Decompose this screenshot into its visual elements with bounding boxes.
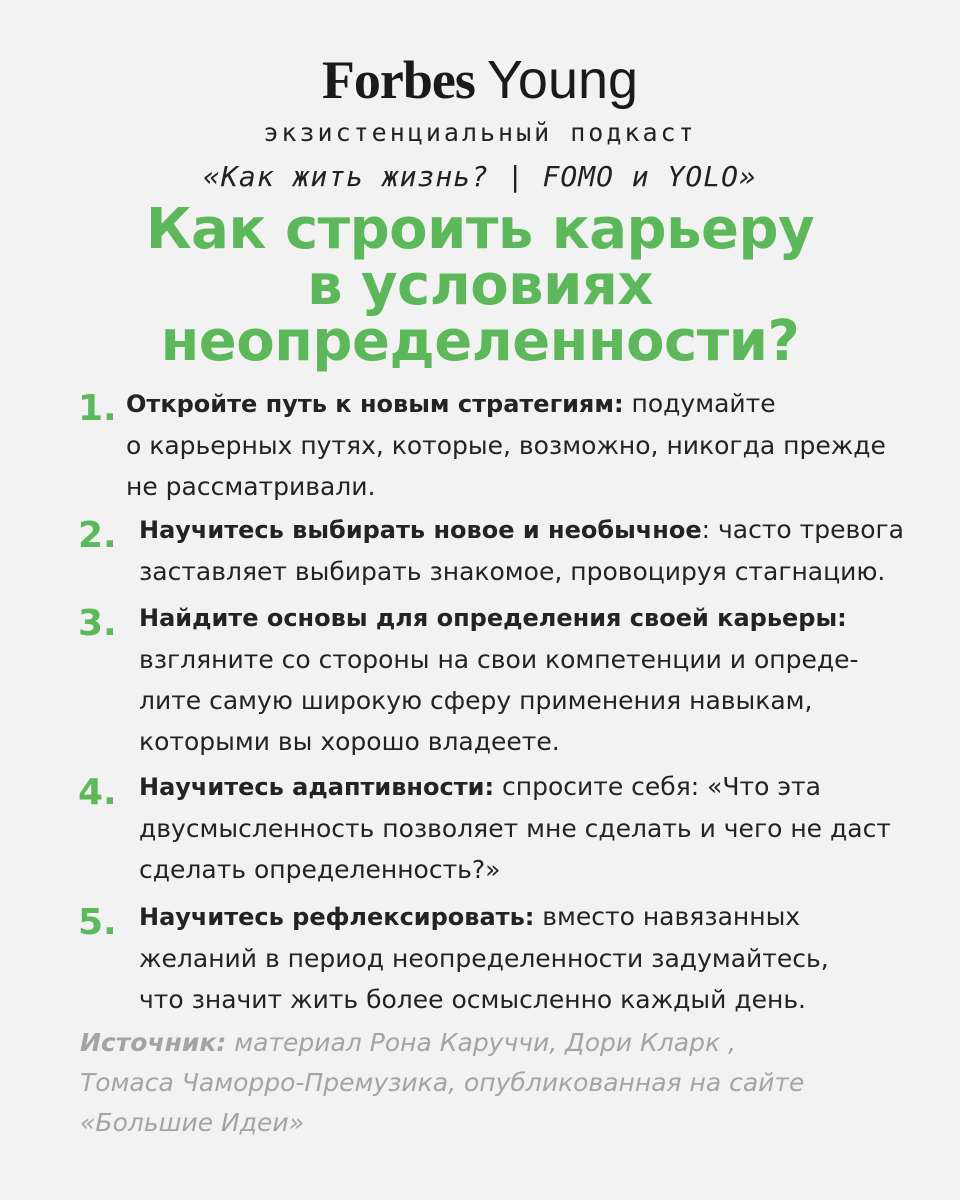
podcast-subtitle: экзистенциальный подкаст	[263, 118, 697, 147]
logo-young: Young	[486, 50, 639, 110]
item-number: 3.	[78, 603, 117, 644]
source-label: Источник:	[80, 1028, 227, 1057]
item-text: Научитесь адаптивности: спросите себя: «Что эта двусмысленность позволяет мне сделать и чего не даст сделать определенность?»	[139, 772, 891, 884]
source-credit: Источник: материал Рона Каруччи, Дори Кларк , Томаса Чаморро-Премузика, опубликованная на сайте «Большие Идеи»	[80, 1028, 805, 1137]
forbes-young-logo	[0, 48, 960, 112]
title-line: Как строить карьеру	[145, 197, 815, 262]
title-line: в условиях	[307, 253, 653, 318]
item-text: Найдите основы для определения своей карьеры: взгляните со стороны на свои компетенции и опреде- лите самую широкую сферу применения навыкам, которыми вы хорошо владеете.	[139, 604, 859, 756]
podcast-name: «Как жить жизнь? | FOMO и YOLO»	[203, 160, 757, 193]
item-number: 1.	[78, 388, 117, 429]
item-heading: Научитесь рефлексировать:	[139, 903, 535, 931]
item-heading: Научитесь выбирать новое и необычное	[139, 516, 702, 544]
item-text: Научитесь выбирать новое и необычное: часто тревога заставляет выбирать знакомое, провоцируя стагнацию.	[139, 515, 904, 586]
item-number: 2.	[78, 515, 117, 556]
item-heading: Найдите основы для определения своей карьеры:	[139, 604, 847, 632]
page-title	[0, 197, 960, 374]
title-line: неопределенности?	[160, 309, 800, 374]
item-number: 4.	[78, 772, 117, 813]
item-text: Научитесь рефлексировать: вместо навязанных желаний в период неопределенности задумайтесь, что значит жить более осмысленно каждый день.	[139, 902, 829, 1014]
item-number: 5.	[78, 902, 117, 943]
logo-forbes: Forbes	[321, 50, 475, 110]
item-text: Откройте путь к новым стратегиям: подумайте о карьерных путях, которые, возможно, никогда прежде не рассматривали.	[126, 389, 886, 501]
item-heading: Научитесь адаптивности:	[139, 773, 495, 801]
item-heading: Откройте путь к новым стратегиям:	[126, 390, 624, 418]
